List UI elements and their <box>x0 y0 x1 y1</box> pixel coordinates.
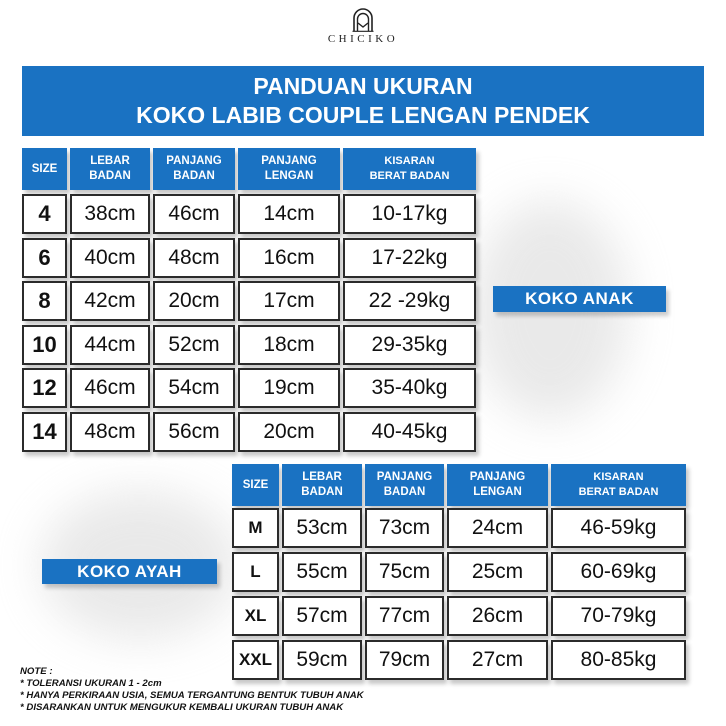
note-line: * HANYA PERKIRAAN USIA, SEMUA TERGANTUNG BENTUK TUBUH ANAK <box>20 690 364 701</box>
table-cell: 27cm <box>447 640 548 680</box>
table-cell: 25cm <box>447 552 548 592</box>
header-cell: LEBAR BADAN <box>70 148 150 190</box>
koko-anak-label: KOKO ANAK <box>493 286 666 312</box>
notes <box>20 666 364 714</box>
table-cell: 46cm <box>70 368 150 408</box>
table-cell: 60-69kg <box>551 552 686 592</box>
header-cell: KISARAN BERAT BADAN <box>343 148 476 190</box>
page-subtitle: KOKO LABIB COUPLE LENGAN PENDEK <box>136 102 590 128</box>
table-cell: 14cm <box>238 194 340 234</box>
size-cell: 8 <box>22 281 67 321</box>
table-cell: 70-79kg <box>551 596 686 636</box>
table-cell: 52cm <box>153 325 235 365</box>
table-cell: 40-45kg <box>343 412 476 452</box>
arch-chevron-logo-icon <box>352 8 374 32</box>
table-cell: 26cm <box>447 596 548 636</box>
table-cell: 80-85kg <box>551 640 686 680</box>
header-cell: PANJANG LENGAN <box>447 464 548 506</box>
table-cell: 40cm <box>70 238 150 278</box>
size-cell: L <box>232 552 279 592</box>
title-banner <box>22 66 704 136</box>
table-cell: 46-59kg <box>551 508 686 548</box>
table-cell: 20cm <box>238 412 340 452</box>
header-cell: SIZE <box>22 148 67 190</box>
table-cell: 77cm <box>365 596 444 636</box>
note-line: * DISARANKAN UNTUK MENGUKUR KEMBALI UKURAN TUBUH ANAK <box>20 702 344 713</box>
table-cell: 42cm <box>70 281 150 321</box>
table-cell: 16cm <box>238 238 340 278</box>
notes-heading: NOTE : <box>20 666 53 677</box>
size-cell: XXL <box>232 640 279 680</box>
table-cell: 38cm <box>70 194 150 234</box>
note-line: * TOLERANSI UKURAN 1 - 2cm <box>20 678 162 689</box>
header-cell: KISARAN BERAT BADAN <box>551 464 686 506</box>
brand-name: CHICIKO <box>327 33 399 45</box>
table-cell: 48cm <box>70 412 150 452</box>
table-cell: 20cm <box>153 281 235 321</box>
table-cell: 44cm <box>70 325 150 365</box>
header-cell: PANJANG BADAN <box>365 464 444 506</box>
table-cell: 18cm <box>238 325 340 365</box>
header-cell: PANJANG LENGAN <box>238 148 340 190</box>
page-title: PANDUAN UKURAN <box>253 73 473 99</box>
table-cell: 56cm <box>153 412 235 452</box>
table-cell: 57cm <box>282 596 362 636</box>
brand-logo <box>0 8 726 45</box>
table-cell: 35-40kg <box>343 368 476 408</box>
table-cell: 48cm <box>153 238 235 278</box>
size-cell: 14 <box>22 412 67 452</box>
header-cell: LEBAR BADAN <box>282 464 362 506</box>
koko-ayah-label: KOKO AYAH <box>42 559 217 584</box>
table-cell: 17cm <box>238 281 340 321</box>
table-cell: 55cm <box>282 552 362 592</box>
size-cell: XL <box>232 596 279 636</box>
size-cell: M <box>232 508 279 548</box>
table-cell: 73cm <box>365 508 444 548</box>
table-cell: 75cm <box>365 552 444 592</box>
table-cell: 22 -29kg <box>343 281 476 321</box>
table-cell: 19cm <box>238 368 340 408</box>
size-cell: 12 <box>22 368 67 408</box>
size-cell: 6 <box>22 238 67 278</box>
table-cell: 17-22kg <box>343 238 476 278</box>
table-cell: 10-17kg <box>343 194 476 234</box>
table-cell: 53cm <box>282 508 362 548</box>
table-cell: 59cm <box>282 640 362 680</box>
table-cell: 29-35kg <box>343 325 476 365</box>
header-cell: SIZE <box>232 464 279 506</box>
table-cell: 24cm <box>447 508 548 548</box>
table-cell: 46cm <box>153 194 235 234</box>
size-cell: 4 <box>22 194 67 234</box>
header-cell: PANJANG BADAN <box>153 148 235 190</box>
table-cell: 79cm <box>365 640 444 680</box>
table-cell: 54cm <box>153 368 235 408</box>
size-cell: 10 <box>22 325 67 365</box>
